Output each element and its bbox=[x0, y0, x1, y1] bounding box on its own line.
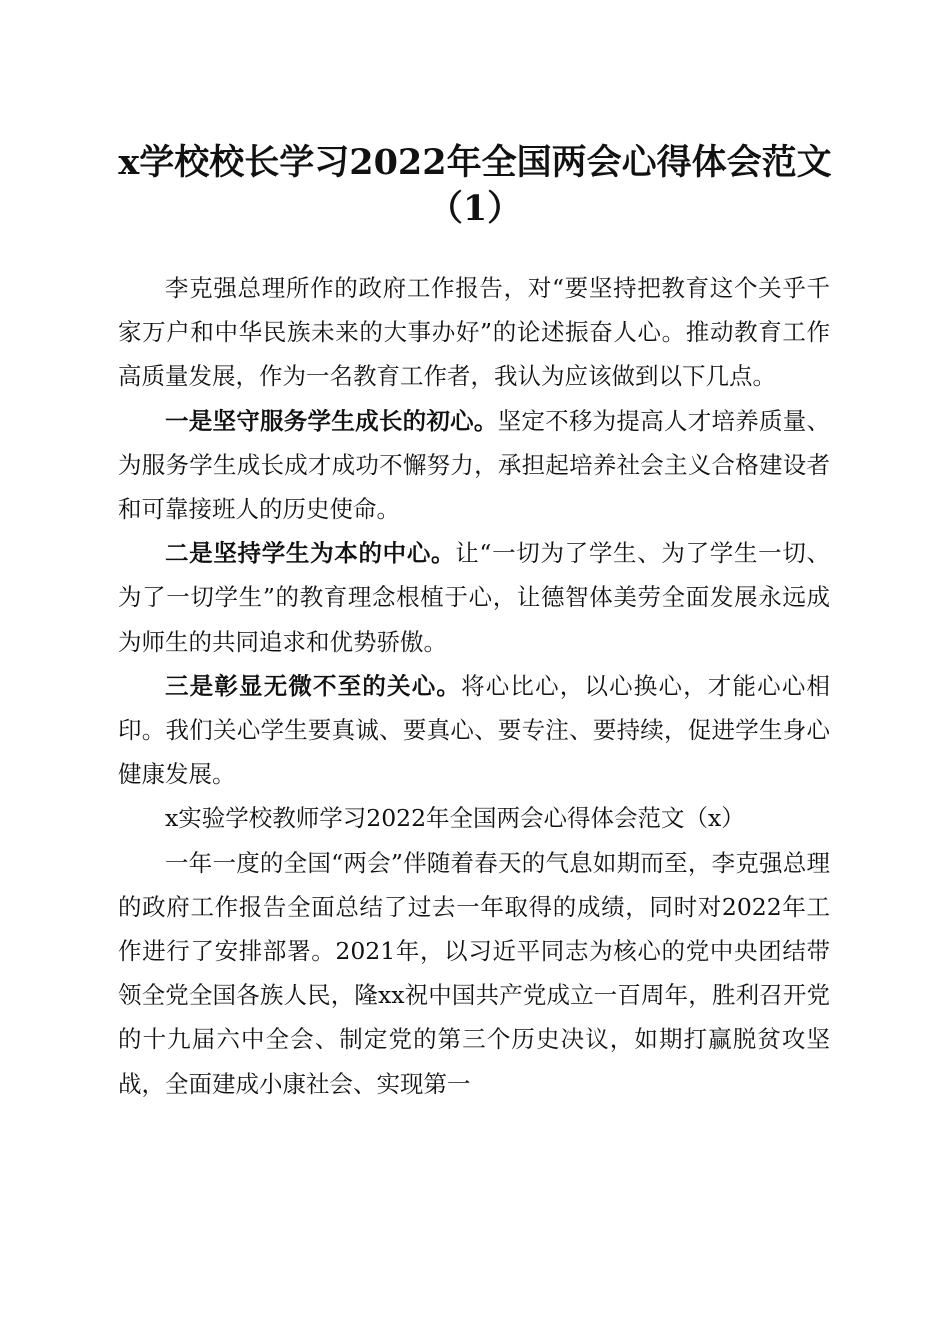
paragraph-intro bbox=[118, 266, 830, 399]
paragraph-lead: 三是彰显无微不至的关心。 bbox=[165, 671, 462, 700]
paragraph-lead: 二是坚持学生为本的中心。 bbox=[165, 539, 456, 568]
paragraph-point-two bbox=[118, 531, 830, 664]
document-title: x学校校长学习2022年全国两会心得体会范文 bbox=[118, 142, 832, 183]
paragraph-text: 将心比心，以心换心，才能心心相印。我们关心学生要真诚、要真心、要专注、要持续，促进学生身心健康发展。 bbox=[118, 671, 831, 789]
section-heading bbox=[118, 796, 830, 840]
document-title-number: （1） bbox=[427, 188, 523, 229]
paragraph-text: 让“一切为了学生、为了学生一切、为了一切学生”的教育理念根植于心，让德智体美劳全面发展永远成为师生的共同追求和优势骄傲。 bbox=[118, 539, 831, 656]
document-body bbox=[118, 266, 830, 1106]
paragraph-point-three bbox=[118, 664, 830, 797]
paragraph-text: x实验学校教师学习2022年全国两会心得体会范文（x） bbox=[165, 804, 745, 833]
paragraph-text: 一年一度的全国“两会”伴随着春天的气息如期而至，李克强总理的政府工作报告全面总结了过去一年取得的成绩，同时对2022年工作进行了安排部署。2021年，以习近平同志为核心的党中央团结带领全党全国各族人民，隆xx祝中国共产党成立一百周年，胜利召开党的十九届六中全会、制定党的第三个历史决议，如期打赢脱贫攻坚战，全面建成小康社会、实现第一 bbox=[118, 848, 830, 1098]
paragraph-text: 坚定不移为提高人才培养质量、为服务学生成长成才成功不懈努力，承担起培养社会主义合格建设者和可靠接班人的历史使命。 bbox=[118, 406, 831, 524]
paragraph-lead: 一是坚守服务学生成长的初心。 bbox=[165, 406, 498, 435]
paragraph-point-one bbox=[118, 399, 830, 532]
paragraph-text: 李克强总理所作的政府工作报告，对“要坚持把教育这个关乎千家万户和中华民族未来的大事办好”的论述振奋人心。推动教育工作高质量发展，作为一名教育工作者，我认为应该做到以下几点。 bbox=[118, 274, 830, 391]
paragraph-second-article bbox=[118, 841, 830, 1106]
